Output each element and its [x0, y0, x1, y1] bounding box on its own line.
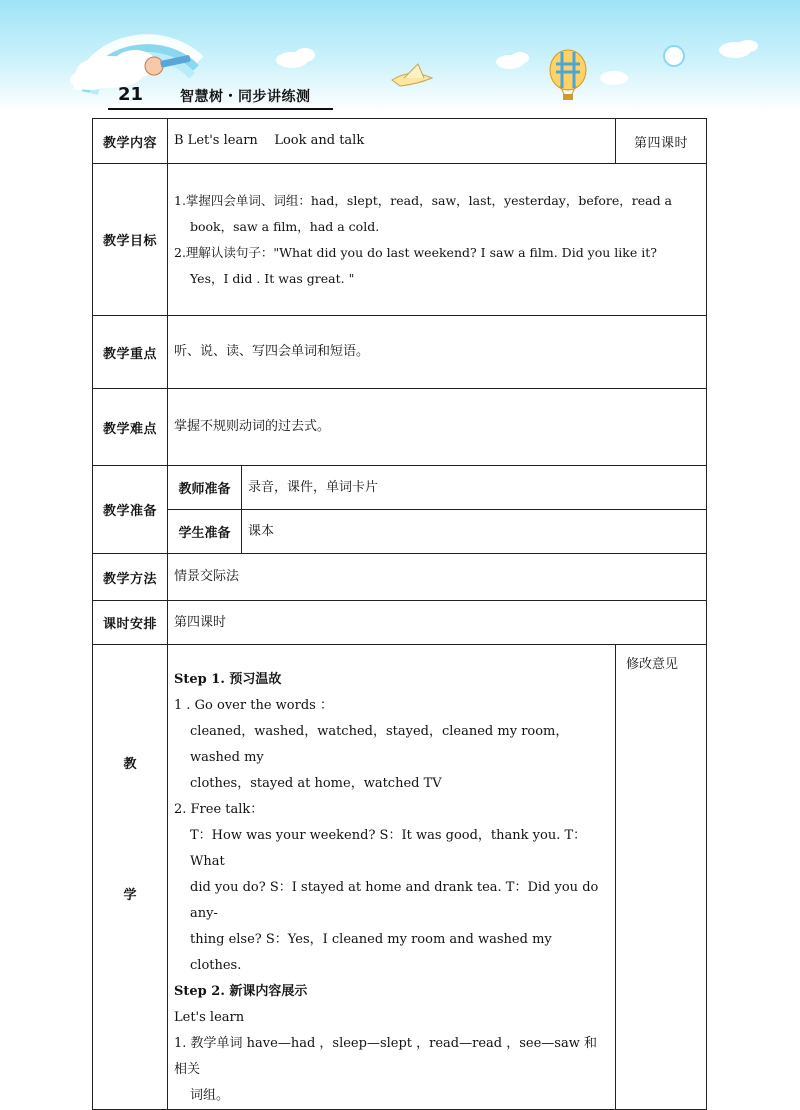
process-line: cleaned，washed，watched，stayed，cleaned my room，washed my	[190, 724, 569, 765]
label-difficulties: 教学难点	[93, 389, 168, 466]
row-student-prep	[93, 510, 707, 554]
row-content	[93, 119, 707, 164]
label-content: 教学内容	[93, 119, 168, 164]
value-lesson-number: 第四课时	[616, 119, 707, 164]
row-process	[93, 645, 707, 1110]
value-key-points: 听、说、读、写四会单词和短语。	[168, 316, 707, 389]
value-difficulties: 掌握不规则动词的过去式。	[168, 389, 707, 466]
process-line: 1. 教学单词 have—had ，sleep—slept ，read—read ，see—saw 和相关	[174, 1036, 597, 1077]
header-underline	[108, 108, 333, 110]
label-process	[93, 645, 168, 1110]
label-process-bottom: 学	[123, 888, 137, 903]
goal-line: book，saw a film，had a cold.	[190, 218, 380, 234]
label-method: 教学方法	[93, 554, 168, 601]
process-line: 2. Free talk：	[174, 802, 264, 817]
step-heading: Step 1. 预习温故	[174, 672, 282, 687]
value-teacher-prep: 录音，课件，单词卡片	[242, 466, 707, 510]
process-content	[168, 645, 616, 1110]
revision-notes: 修改意见	[616, 645, 707, 1110]
row-difficulties	[93, 389, 707, 466]
label-key-points: 教学重点	[93, 316, 168, 389]
row-key-points	[93, 316, 707, 389]
label-process-top: 教	[123, 757, 137, 772]
value-goals	[168, 164, 707, 316]
label-schedule: 课时安排	[93, 601, 168, 645]
goal-line: 1.掌握四会单词、词组：had，slept，read，saw，last，yesterday，before，read a	[174, 192, 673, 208]
label-goals: 教学目标	[93, 164, 168, 316]
value-student-prep: 课本	[242, 510, 707, 554]
lesson-plan-table	[92, 118, 707, 1110]
row-schedule	[93, 601, 707, 645]
page-header	[0, 0, 800, 112]
label-preparation: 教学准备	[93, 466, 168, 554]
sun-icon	[664, 46, 684, 66]
label-student-prep: 学生准备	[168, 510, 242, 554]
process-line: 词组。	[190, 1088, 230, 1103]
label-teacher-prep: 教师准备	[168, 466, 242, 510]
hot-air-balloon-icon	[550, 50, 586, 100]
step-heading: Step 2. 新课内容展示	[174, 984, 308, 999]
bird-icon	[392, 64, 432, 86]
row-teacher-prep	[93, 466, 707, 510]
process-line: Let's learn	[174, 1010, 245, 1025]
value-schedule: 第四课时	[168, 601, 707, 645]
goal-line: Yes，I did . It was great. "	[190, 270, 355, 286]
value-content: B Let's learn Look and talk	[168, 119, 616, 164]
row-method	[93, 554, 707, 601]
process-line: thing else? S：Yes，I cleaned my room and washed my clothes.	[190, 932, 552, 973]
process-line: 1 . Go over the words ：	[174, 698, 333, 713]
goal-line: 2.理解认读句子："What did you do last weekend? I saw a film. Did you like it?	[174, 244, 657, 260]
process-line: T：How was your weekend? S：It was good，thank you. T：What	[190, 828, 587, 869]
brand-title: 智慧树・同步讲练测	[180, 89, 311, 105]
page-number: 21	[118, 84, 144, 105]
process-line: clothes，stayed at home，watched TV	[190, 776, 442, 791]
row-goals	[93, 164, 707, 316]
process-line: did you do? S：I stayed at home and drank tea. T：Did you do any-	[190, 880, 599, 921]
value-method: 情景交际法	[168, 554, 707, 601]
